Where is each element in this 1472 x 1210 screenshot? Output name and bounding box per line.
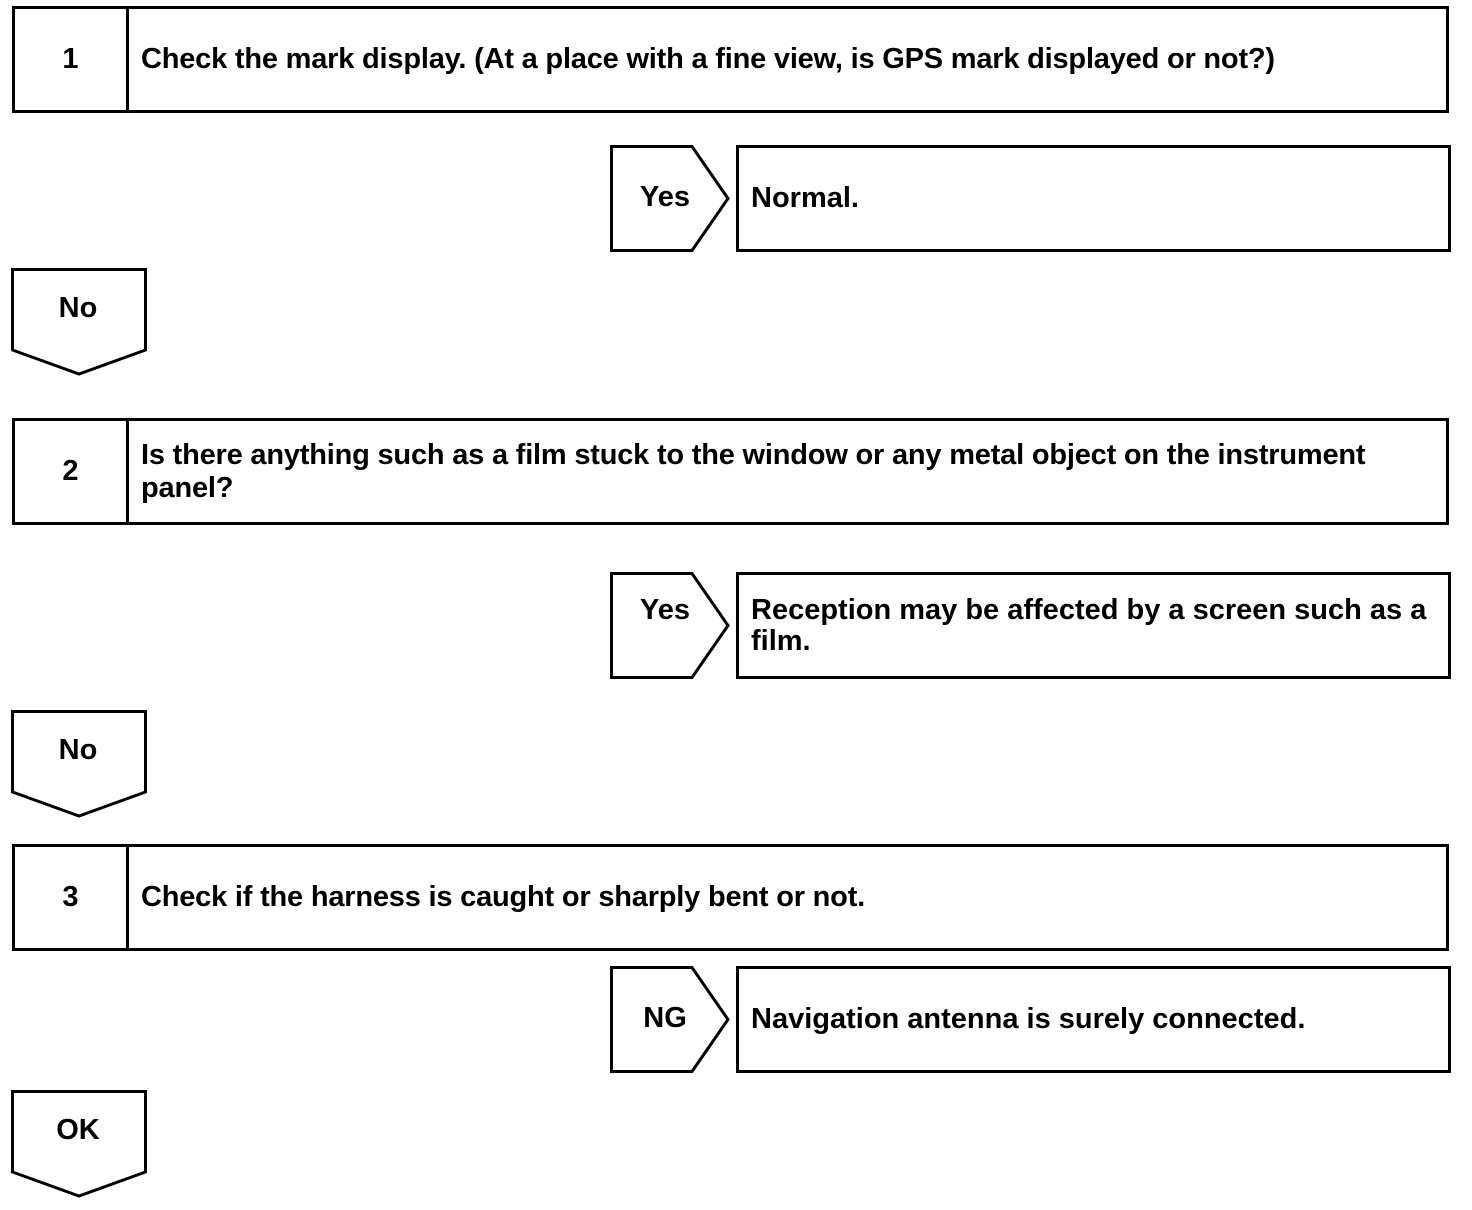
step-3-number: 3 <box>15 847 129 948</box>
step-3-result: Navigation antenna is surely connected. <box>736 966 1451 1073</box>
step-3-continue-label: OK <box>56 1114 100 1146</box>
step-2-box <box>12 418 1449 525</box>
step-3-box <box>12 844 1449 951</box>
step-1-continue-label: No <box>58 292 98 324</box>
step-1-question: Check the mark display. (At a place with a fine view, is GPS mark displayed or not?) <box>141 43 1275 75</box>
step-1-box <box>12 6 1449 113</box>
step-2-question: Is there anything such as a film stuck to the window or any metal object on the instrument panel? <box>141 438 1366 504</box>
step-1-branch-arrow <box>610 145 732 252</box>
step-3-question: Check if the harness is caught or sharply bent or not. <box>141 881 866 913</box>
step-1-branch-label: Yes <box>640 181 690 213</box>
step-3-branch-label: NG <box>643 1002 687 1034</box>
step-2-result: Reception may be affected by a screen such as a film. <box>736 572 1451 679</box>
step-3-branch-arrow <box>610 966 732 1073</box>
step-1-result: Normal. <box>736 145 1451 252</box>
step-2-branch-arrow <box>610 572 732 679</box>
step-1-number: 1 <box>15 9 129 110</box>
step-2-continue-arrow <box>11 710 147 820</box>
step-2-continue-label: No <box>58 734 98 766</box>
step-2-number: 2 <box>15 421 129 522</box>
step-3-continue-arrow <box>11 1090 147 1200</box>
step-1-continue-arrow <box>11 268 147 378</box>
step-2-branch-label: Yes <box>640 594 690 626</box>
